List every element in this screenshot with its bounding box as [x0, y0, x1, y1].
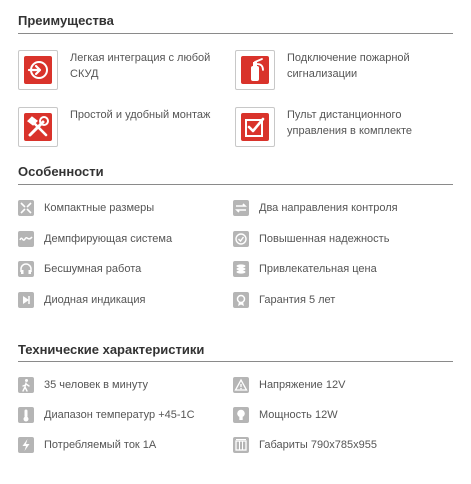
- features-title: Особенности: [18, 164, 104, 179]
- fire-extinguisher-icon: [235, 50, 275, 90]
- advantage-line1: Подключение пожарной: [287, 52, 410, 64]
- wrench-screwdriver-icon: [18, 107, 58, 147]
- wave-icon: [18, 231, 34, 247]
- feature-item: [18, 261, 238, 279]
- feature-item: [233, 231, 453, 249]
- spec-label: Напряжение 12V: [259, 379, 346, 391]
- feature-item: [233, 261, 453, 279]
- dimensions-icon: [233, 437, 249, 453]
- spec-item: [233, 437, 453, 455]
- advantage-item: [18, 50, 238, 90]
- spec-item: [18, 437, 238, 455]
- feature-label: Диодная индикация: [44, 294, 146, 306]
- feature-item: [18, 292, 238, 310]
- spec-item: [233, 377, 453, 395]
- feature-label: Компактные размеры: [44, 202, 155, 214]
- features-divider: [18, 184, 453, 185]
- diode-icon: [18, 292, 34, 308]
- specs-title: Технические характеристики: [18, 342, 205, 357]
- feature-label: Повышенная надежность: [259, 233, 390, 245]
- advantage-line2: сигнализации: [287, 68, 358, 80]
- advantage-line1: Легкая интеграция с любой: [70, 52, 211, 64]
- lightning-icon: [18, 437, 34, 453]
- spec-label: Габариты 790x785x955: [259, 439, 377, 451]
- feature-item: [233, 292, 453, 310]
- checkbox-icon: [235, 107, 275, 147]
- feature-label: Два направления контроля: [259, 202, 398, 214]
- swap-arrows-icon: [233, 200, 249, 216]
- spec-label: Потребляемый ток 1А: [44, 439, 157, 451]
- feature-label: Демпфирующая система: [44, 233, 173, 245]
- advantage-line1: Простой и удобный монтаж: [70, 109, 211, 121]
- feature-label: Бесшумная работа: [44, 263, 142, 275]
- spec-item: [18, 407, 238, 425]
- lightbulb-icon: [233, 407, 249, 423]
- spec-label: 35 человек в минуту: [44, 379, 148, 391]
- spec-item: [233, 407, 453, 425]
- feature-item: [18, 231, 238, 249]
- warning-icon: [233, 377, 249, 393]
- headphones-icon: [18, 261, 34, 277]
- specs-divider: [18, 361, 453, 362]
- advantage-item: [18, 107, 238, 147]
- advantage-line2: СКУД: [70, 68, 99, 80]
- spec-label: Диапазон температур +45-1С: [44, 409, 195, 421]
- compress-icon: [18, 200, 34, 216]
- coins-icon: [233, 261, 249, 277]
- feature-item: [18, 200, 238, 218]
- check-circle-icon: [233, 231, 249, 247]
- feature-label: Привлекательная цена: [259, 263, 377, 275]
- feature-item: [233, 200, 453, 218]
- advantages-title: Преимущества: [18, 13, 114, 28]
- advantage-item: [235, 50, 455, 90]
- login-arrow-icon: [18, 50, 58, 90]
- advantage-item: [235, 107, 455, 147]
- walking-person-icon: [18, 377, 34, 393]
- spec-item: [18, 377, 238, 395]
- thermometer-icon: [18, 407, 34, 423]
- advantage-line1: Пульт дистанционного: [287, 109, 402, 121]
- award-icon: [233, 292, 249, 308]
- feature-label: Гарантия 5 лет: [259, 294, 336, 306]
- advantage-line2: управления в комплекте: [287, 125, 413, 137]
- spec-label: Мощность 12W: [259, 409, 338, 421]
- advantages-divider: [18, 33, 453, 34]
